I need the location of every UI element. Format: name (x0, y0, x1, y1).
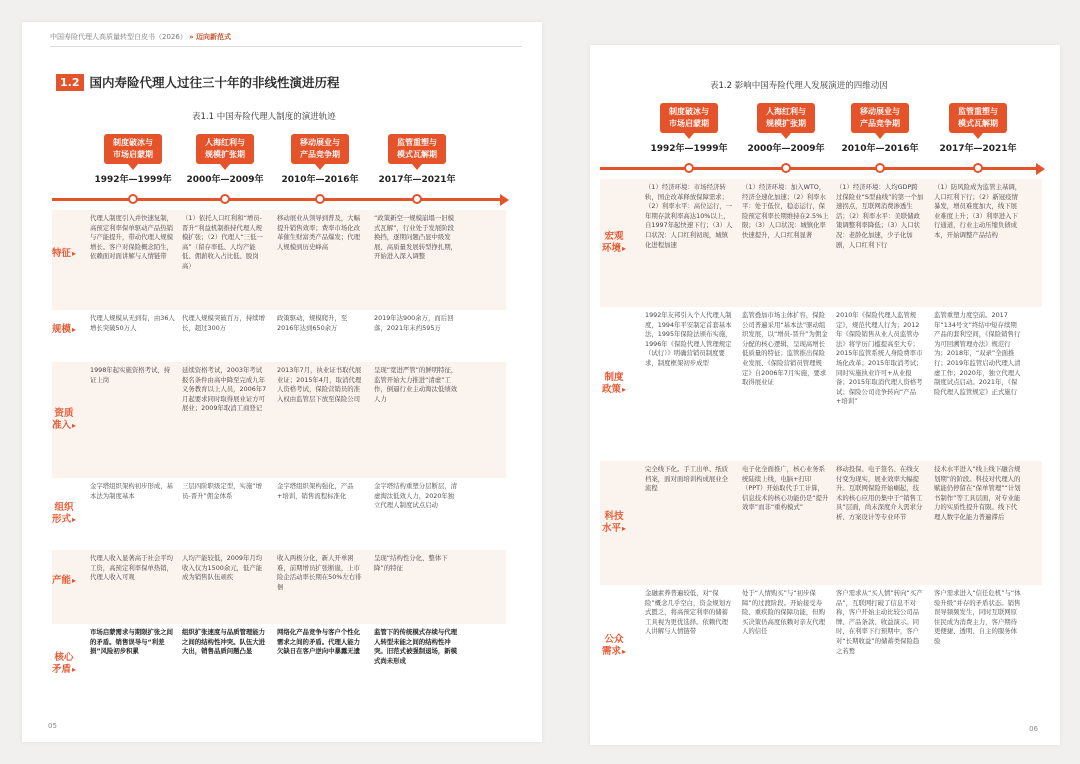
table-cell: 延续资格考试，2003年考试报名条件由高中降至完成九年义务教育以上人员，2006年7月起要求同时取得展业证方可展业；2009年取消工商登记 (182, 366, 267, 413)
table-cell: 金字塔组织架构强化，产品+培训，销售流程标准化 (277, 482, 354, 500)
phase-years: 2000年—2009年 (747, 144, 825, 154)
header-rule (50, 46, 522, 47)
table-title: 表1.2 影响中国寿险代理人发展演进的四维动因 (710, 81, 888, 91)
phase-years: 2017年—2021年 (939, 144, 1017, 154)
table-cell: 客户需求进入“信任危机”与“体验升级”并存的矛盾状态。销售误导频频发生，同时互联网原住民成为消费主力，客户期待更便捷、透明、自主的服务体验 (934, 589, 1021, 645)
timeline-line (600, 167, 1036, 170)
table-cell: 完全线下化。手工出单、纸质档案，面对面培训构成展业全流程 (645, 465, 729, 493)
row-label: 资质 准入 ▸ (44, 408, 84, 432)
table-cell: 收入两极分化，新人开单困难，前期增员扩张断崖，上市险企活动率长期在50%左右徘徊 (277, 554, 362, 591)
table-cell: 呈现“结构性分化、整体下降”的特征 (374, 554, 448, 572)
section-title: 国内寿险代理人过往三十年的非线性演进历程 (89, 75, 340, 90)
timeline-dot (315, 194, 325, 204)
phase-years: 1992年—1999年 (650, 144, 728, 154)
row-label: 宏观 环境 ▸ (594, 231, 634, 255)
table-cell: 金融素养普遍较低，对“保险”概念几乎空白，资金规划方式匮乏，将高预定利率的储蓄工具视为更优选择。依赖代理人讲解与人情链带 (645, 589, 732, 636)
table-cell: 呈现“宽进严管”的鲜明特征，监管开始大力推进“清虚”工作，倒逼行业主动淘汰低绩效人力 (374, 366, 458, 403)
row-label: 制度 政策 ▸ (594, 372, 634, 396)
table-cell: 代理人规模从无到有，由36人增长突破50万人 (90, 314, 175, 332)
section-heading (56, 72, 340, 92)
timeline-line (52, 198, 500, 201)
table-cell: 1992年友邦引入个人代理人制度，1994年平安制定首套基本法，1995年保险法颁布实施，1996年《保险代理人管理规定（试行）》明确营销员制度要求，制度框架初步成型 (645, 311, 732, 367)
row-label: 科技 水平 ▸ (594, 511, 634, 535)
phase-badge: 制度破冰与 市场启蒙期 (104, 134, 162, 164)
table-cell: （1）依托人口红利和“增员-晋升”利益机制推持代理人规模扩张；（2）代理人“三低一高”（留存率低、人均产能低、佣薪收入占比低、脱岗高） (182, 214, 263, 270)
table-cell: 2019年达900余万，而后回落，2021年末约595万 (374, 314, 454, 332)
table-cell: 代理人收入显著高于社会平均工资，高预定利率保单热销，代理人收入可观 (90, 554, 174, 582)
running-head (50, 32, 231, 42)
row-label: 核心 矛盾 ▸ (44, 652, 84, 676)
phase-badge: 人海红利与 规模扩张期 (196, 134, 254, 164)
row-label: 组织 形式 ▸ (44, 502, 84, 526)
timeline-arrow-icon (500, 194, 509, 206)
table-cell: 2010年《保险代理人监管规定》，规范代理人行为；2012年《保险销售从业人员监管办法》将学历门槛提高至大专；2015年监管系统人身险费率市场化改革；2015年取消考试；同时实施执业许可+从业报备；2015年取消代理人资格考试；保险公司竞争转向“产品+培训” (836, 311, 923, 406)
row-label: 规模 ▸ (44, 324, 84, 336)
timeline-dot (128, 194, 138, 204)
table-cell: 人均产能较低，2009年月均收入仅为1500余元，低产能成为销售队伍顽疾 (182, 554, 263, 582)
phase-years: 2000年—2009年 (186, 175, 264, 185)
timeline-dot (684, 163, 694, 173)
running-head-title: 中国寿险代理人高质量转型白皮书（2026） (50, 33, 187, 41)
phase-years: 2017年—2021年 (378, 175, 456, 185)
running-head-section: » 迈向新范式 (189, 33, 232, 41)
left-page (22, 22, 542, 742)
timeline-dot (973, 163, 983, 173)
phase-badge: 监管重塑与 模式瓦解期 (949, 103, 1007, 133)
table-cell: 三层四阶职级定型，实施“增员-晋升”佣金体系 (182, 482, 262, 500)
timeline-dot (220, 194, 230, 204)
table-cell: 代理人制度引入并快速复制，高预定利率保单驱动产品热销与产能提升，带动代理人规模增长。客户对保险概念陌生，依赖面对面讲解与人情链带 (90, 214, 174, 261)
phase-years: 1992年—1999年 (94, 175, 172, 185)
table-cell: 电子化全面推广，核心业务系统陆续上线，电脑+打印（PPT）开始取代手工计算，信息技术的核心功能仍是“提升效率”而非“重构模式” (742, 465, 829, 512)
timeline-dot (412, 194, 422, 204)
table-cell: 网络化产品竞争与客户个性化需求之间的矛盾。代理人能力欠缺日在客户逆向中暴露无遗 (277, 628, 361, 656)
phase-badge: 监管重塑与 模式瓦解期 (388, 134, 446, 164)
table-cell: （1）经济环境：人均GDP跨过保险业“S型曲线”的第一个加速拐点，互联网消费渗透生活；（2）利率水平：美联储政策调整利率降低；（3）人口状况：老龄化加速，少子化加剧，人口红利下行 (836, 183, 924, 249)
table-cell: 处于“人情购买”与“初步保障”的过渡阶段。开始接受寿险、重疾险的保障功能，但购买决策仍高度依赖对亲友代理人的信任 (742, 589, 826, 636)
phase-badge: 移动展业与 产品竞争期 (851, 103, 909, 133)
table-cell: （1）经济环境：加入WTO，经济全速化加速；（2）利率水平：处于低位，稳态运行，保险预定利率长期维持在2.5%上限；（3）人口状况：城镇化率快速提升，人口红利显著 (742, 183, 829, 239)
table-cell: 技术水平进入“线上线下融合规划期”的阶段。科技对代理人的赋能仍停留在“保单管理”“计划书制作”等工具层面，对专业能力的实质性提升有限。线下代理人数字化能力普遍滞后 (934, 465, 1021, 521)
table-cell: 金字塔结构重塑分层断层，清虚淘汰低效人力，2020年独立代理人制度试点启动 (374, 482, 458, 510)
table-cell: 金字塔组织架构初步形成，基本法为制度基本 (90, 482, 174, 500)
phase-years: 2010年—2016年 (281, 175, 359, 185)
table-cell: （1）经济环境：市场经济转轨，国企改革释放保障需求；（2）利率水平：高位运行，一年期存款利率高达10%以上，自1997年起快速下行；（3）人口状况：人口红利初现，城镇化进程加速 (645, 183, 733, 249)
timeline-arrow-icon (1036, 163, 1045, 175)
table-cell: 代理人规模突破百万，持续增长，超过300万 (182, 314, 266, 332)
page-number: 06 (1029, 725, 1038, 733)
row-label: 公众 需求 ▸ (594, 634, 634, 658)
timeline-dot (875, 163, 885, 173)
table-title: 表1.1 中国寿险代理人制度的演进轨迹 (192, 112, 336, 122)
table-cell: 市场启蒙需求与期限扩张之间的矛盾。销售误导与“利差损”风险初步积累 (90, 628, 174, 656)
row-label: 特征 ▸ (44, 248, 84, 260)
section-number-badge: 1.2 (56, 74, 84, 91)
row-label: 产能 ▸ (44, 575, 84, 587)
table-cell: “政策新空一规模崩塌一旧模式瓦解”，行业处于发展阶段换挡，逐期问题凸显中级发展、高质量发展转型挣扎期，开始进入深入调整 (374, 214, 458, 261)
phase-badge: 移动展业与 产品竞争期 (291, 134, 349, 164)
phase-badge: 制度破冰与 市场启蒙期 (660, 103, 718, 133)
table-cell: 监管下的传统模式存续与代理人转型未能之间的结构性冲突。旧范式被强制退场，新模式尚未形成 (374, 628, 458, 665)
timeline-dot (781, 163, 791, 173)
table-cell: （1）防风险成为监管主基调，人口红利下行；（2）新冠疫情暴发，增员难度加大，线下展业难度上升；（3）利率进入下行通道，行业主动压缩负债成本，开始调整产品结构 (934, 183, 1022, 239)
table-cell: 2013年7月，执业证书取代展业证；2015年4月，取消代理人资格考试，保险营销员的准入权由监管层下放至保险公司 (277, 366, 362, 403)
table-cell: 政策驱动，规模爬升，至2016年达到650余万 (277, 314, 348, 332)
table-cell: 监管叠加市场主体扩容，保险公司普遍采用“基本法”驱动组织发展，以“增员-晋升”为佣金分配的核心逻辑，呈现高增长低质量的特征；监管推出保险业发展、《保险营销员管理规定》自2006年7月实施，要求取得展业证 (742, 311, 828, 387)
table-cell: 移动展业从领导到普及，大幅提升销售效率；费率市场化改革催生财富类产品爆发；代理人规模到历史峰高 (277, 214, 361, 251)
table-cell: 客户需求从“买人情”转向“买产品”，互联网打破了信息不对称，客户开始主动比较公司品牌、产品条款、收益演示。同时，在利率下行预期中，客户对“长期收益”的储蓄类保险趋之若鹜 (836, 589, 923, 655)
right-page (590, 45, 1060, 745)
table-cell: 组织扩张速度与品质管理能力之间的结构性冲突。队伍大进大出，销售品质问题凸显 (182, 628, 266, 656)
phase-badge: 人海红利与 规模扩张期 (757, 103, 815, 133)
phase-years: 2010年—2016年 (841, 144, 919, 154)
table-cell: 1998年起实施资格考试，持证上岗 (90, 366, 171, 384)
page-number: 05 (48, 722, 57, 730)
table-cell: 监管重塑力度空前。2017年“134号文”终结中短存续期产品的套利空间，《保险销售行为可回溯管理办法》规范行为；2018年，“双录”全面推行；2019年监管启动代理人清虚工作；2020年，独立代理人制度试点启动。2021年，《保险代理人监管规定》正式施行 (934, 311, 1021, 396)
table-cell: 移动投保、电子签名、在线支付变为现实，展业效率大幅提升。互联网保险开始崛起，技术的核心应用仍集中于“销售工具”层面，尚未深度介入需求分析、方案设计等专业环节 (836, 465, 923, 521)
